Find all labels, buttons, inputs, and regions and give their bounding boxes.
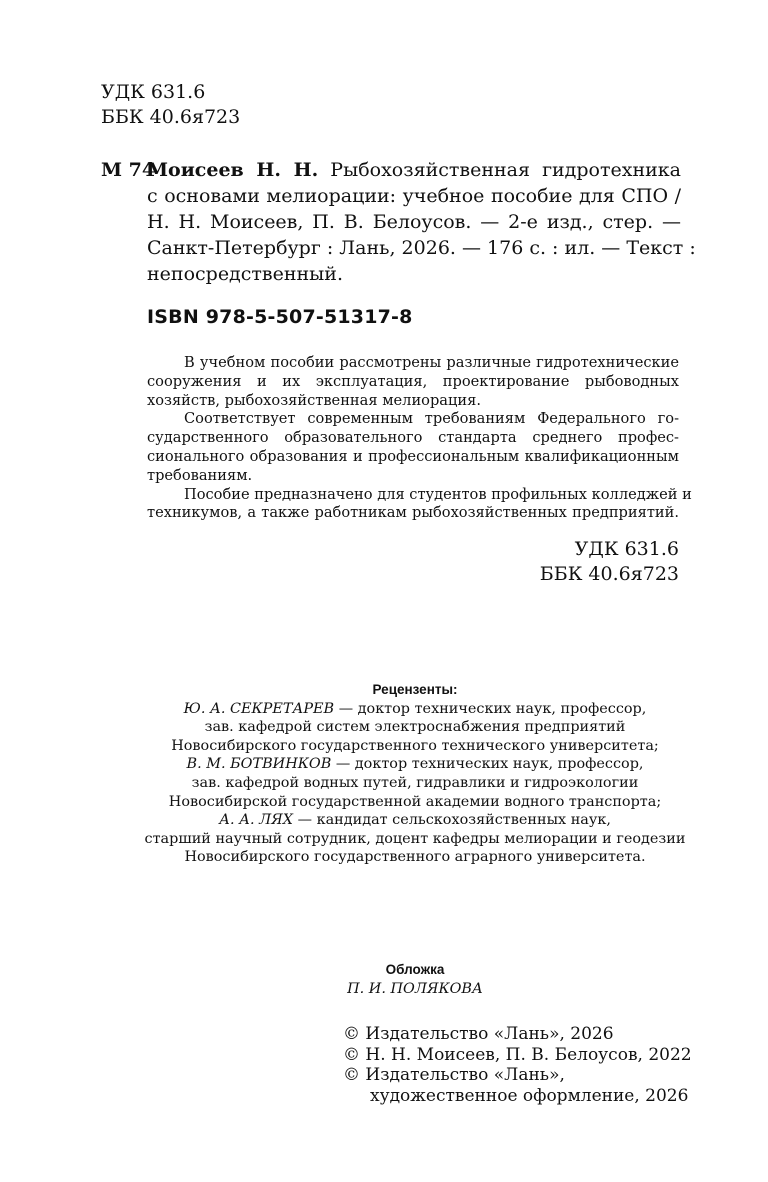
abstract-line: требованиям. [147,466,253,484]
reviewer-line [100,811,730,830]
reviewer-line: зав. кафедрой систем электроснабжения предприятий [204,719,626,736]
cover-credit [100,961,730,998]
abstract-line: В учебном пособии рассмотрены различные гидротехнические [184,354,679,371]
reviewer-line [100,755,730,774]
book-title: Рыбохозяйственная гидротехника [330,159,681,181]
entry-line: Санкт-Петербург : Лань, 2026. — 176 с. : ил. — Текст : [147,237,696,259]
reviewer-name: Ю. А. СЕКРЕТАРЕВ [183,700,335,717]
reviewer-line: Новосибирского государственного технического университета; [171,737,659,754]
copyright-line: © Издательство «Лань», [343,1065,565,1085]
copyright-block [343,1024,692,1106]
abstract-line: хозяйств, рыбохозяйственная мелиорация. [147,391,481,409]
author-cipher: М 74 [101,159,156,181]
reviewer-line [100,700,730,719]
entry-line: с основами мелиорации: учебное пособие для СПО / [147,185,681,207]
udk-code: УДК 631.6 [101,81,206,103]
reviewer-line: старший научный сотрудник, доцент кафедры мелиорации и геодезии [144,830,686,847]
bbk-code: ББК 40.6я723 [101,106,241,128]
reviewer-title: — доктор технических наук, профессор, [334,700,647,717]
abstract-line: сионального образования и профессиональным квалификационным [147,447,679,465]
entry-line: Н. Н. Моисеев, П. В. Белоусов. — 2-е изд., стер. — [147,211,681,233]
reviewers-block [100,681,730,867]
isbn: ISBN 978-5-507-51317-8 [147,306,413,328]
abstract-line: сооружения и их эксплуатация, проектирование рыбоводных [147,372,679,390]
reviewer-line: Новосибирского государственного аграрного университета. [184,849,646,866]
abstract [147,354,692,523]
abstract-line: сударственного образовательного стандарта среднего профес- [147,429,679,447]
copyright-line: художественное оформление, 2026 [370,1085,689,1106]
reviewer-title: — доктор технических наук, профессор, [331,756,644,773]
reviewer-name: В. М. БОТВИНКОВ [186,756,332,773]
reviewers-heading: Рецензенты: [372,682,458,697]
reviewer-title: — кандидат сельскохозяйственных наук, [293,812,611,829]
cover-artist: П. И. ПОЛЯКОВА [347,980,483,997]
entry-line: непосредственный. [147,263,344,285]
entry-text [147,157,696,287]
abstract-line: Соответствует современным требованиям Федерального го- [184,410,679,428]
abstract-line: Пособие предназначено для студентов профильных колледжей и [184,485,692,503]
bbk-code-footer: ББК 40.6я723 [539,563,679,585]
author-name: Моисеев Н. Н. [147,159,319,181]
copyright-line: © Издательство «Лань», 2026 [343,1024,614,1044]
cover-heading: Обложка [385,962,445,977]
abstract-line: техникумов, а также работникам рыбохозяйственных предприятий. [147,504,679,522]
udk-code-footer: УДК 631.6 [574,538,679,560]
copyright-line: © Н. Н. Моисеев, П. В. Белоусов, 2022 [343,1044,692,1065]
entry-line [147,157,681,183]
reviewer-line: Новосибирской государственной академии водного транспорта; [168,793,662,810]
reviewer-name: А. А. ЛЯХ [219,812,294,829]
reviewer-line: зав. кафедрой водных путей, гидравлики и гидроэкологии [191,774,639,791]
